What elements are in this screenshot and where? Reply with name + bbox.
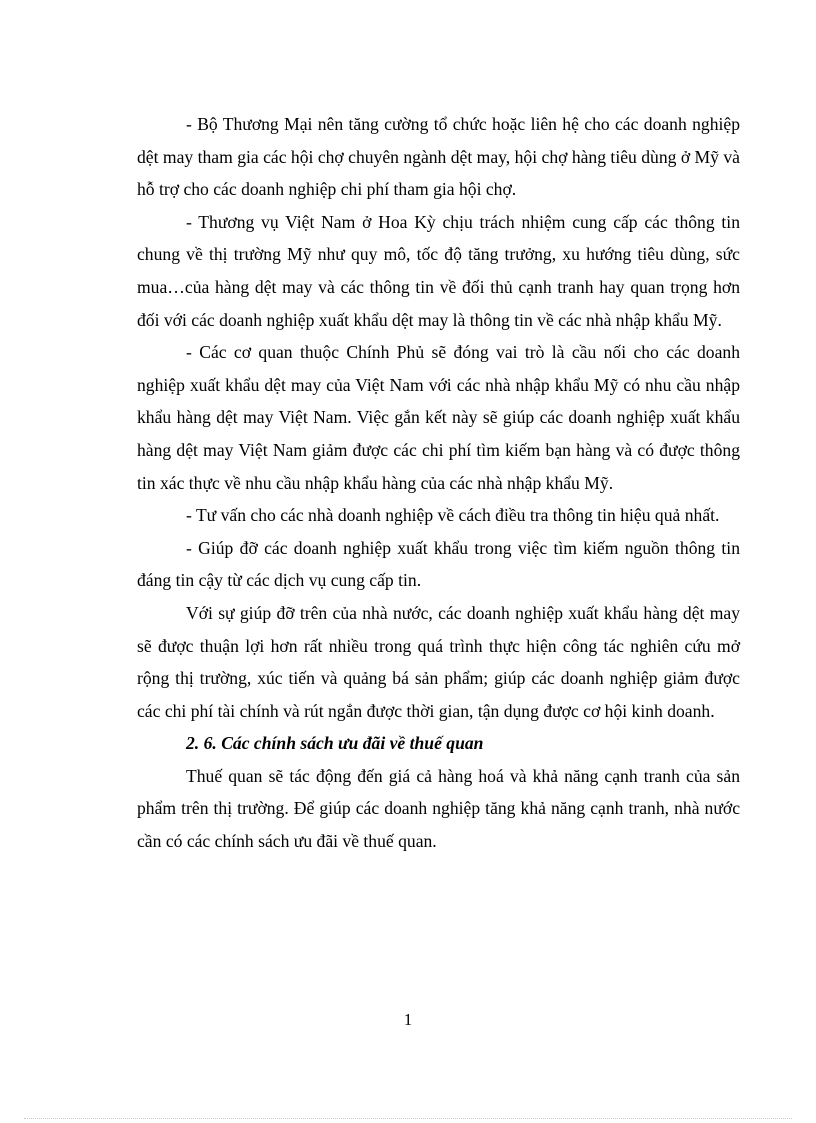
paragraph-consulting: - Tư vấn cho các nhà doanh nghiệp về cách điều tra thông tin hiệu quả nhất.	[186, 505, 720, 526]
page-number: 1	[403, 1010, 413, 1029]
paragraph-information-sources: - Giúp đỡ các doanh nghiệp xuất khẩu trong việc tìm kiếm nguồn thông tin đáng tin cậy từ các dịch vụ cung cấp tin.	[137, 537, 740, 591]
paragraph-tariff-policy: Thuế quan sẽ tác động đến giá cả hàng hoá và khả năng cạnh tranh của sản phẩm trên thị trường. Để giúp các doanh nghiệp tăng khả năng cạnh tranh, nhà nước cần có các chính sách ưu đãi về thuế quan.	[137, 765, 740, 852]
paragraph-state-support: Với sự giúp đỡ trên của nhà nước, các doanh nghiệp xuất khẩu hàng dệt may sẽ được thuận lợi hơn rất nhiều trong quá trình thực hiện công tác nghiên cứu mở rộng thị trường, xúc tiến và quảng bá sản phẩm; giúp các doanh nghiệp giảm được các chi phí tài chính và rút ngắn được thời gian, tận dụng được cơ hội kinh doanh.	[137, 602, 740, 721]
paragraph-government-agencies: - Các cơ quan thuộc Chính Phủ sẽ đóng vai trò là cầu nối cho các doanh nghiệp xuất khẩu dệt may của Việt Nam với các nhà nhập khẩu Mỹ có nhu cầu nhập khẩu hàng dệt may Việt Nam. Việc gắn kết này sẽ giúp các doanh nghiệp xuất khẩu hàng dệt may Việt Nam giảm được các chi phí tìm kiếm bạn hàng và có được thông tin xác thực về nhu cầu nhập khẩu hàng của các nhà nhập khẩu Mỹ.	[137, 342, 740, 493]
paragraph-trade-ministry: - Bộ Thương Mại nên tăng cường tổ chức hoặc liên hệ cho các doanh nghiệp dệt may tham gia các hội chợ chuyên ngành dệt may, hội chợ hàng tiêu dùng ở Mỹ và hỗ trợ cho các doanh nghiệp chi phí tham gia hội chợ.	[137, 114, 740, 200]
page-bottom-divider	[24, 1118, 792, 1119]
section-heading: 2. 6. Các chính sách ưu đãi về thuế quan	[186, 733, 484, 754]
paragraph-trade-office: - Thương vụ Việt Nam ở Hoa Kỳ chịu trách nhiệm cung cấp các thông tin chung về thị trường Mỹ như quy mô, tốc độ tăng trưởng, xu hướng tiêu dùng, sức mua…của hàng dệt may và các thông tin về đối thủ cạnh tranh hay quan trọng hơn đối với các doanh nghiệp xuất khẩu dệt may là thông tin về các nhà nhập khẩu Mỹ.	[137, 211, 740, 330]
document-body	[137, 108, 740, 858]
